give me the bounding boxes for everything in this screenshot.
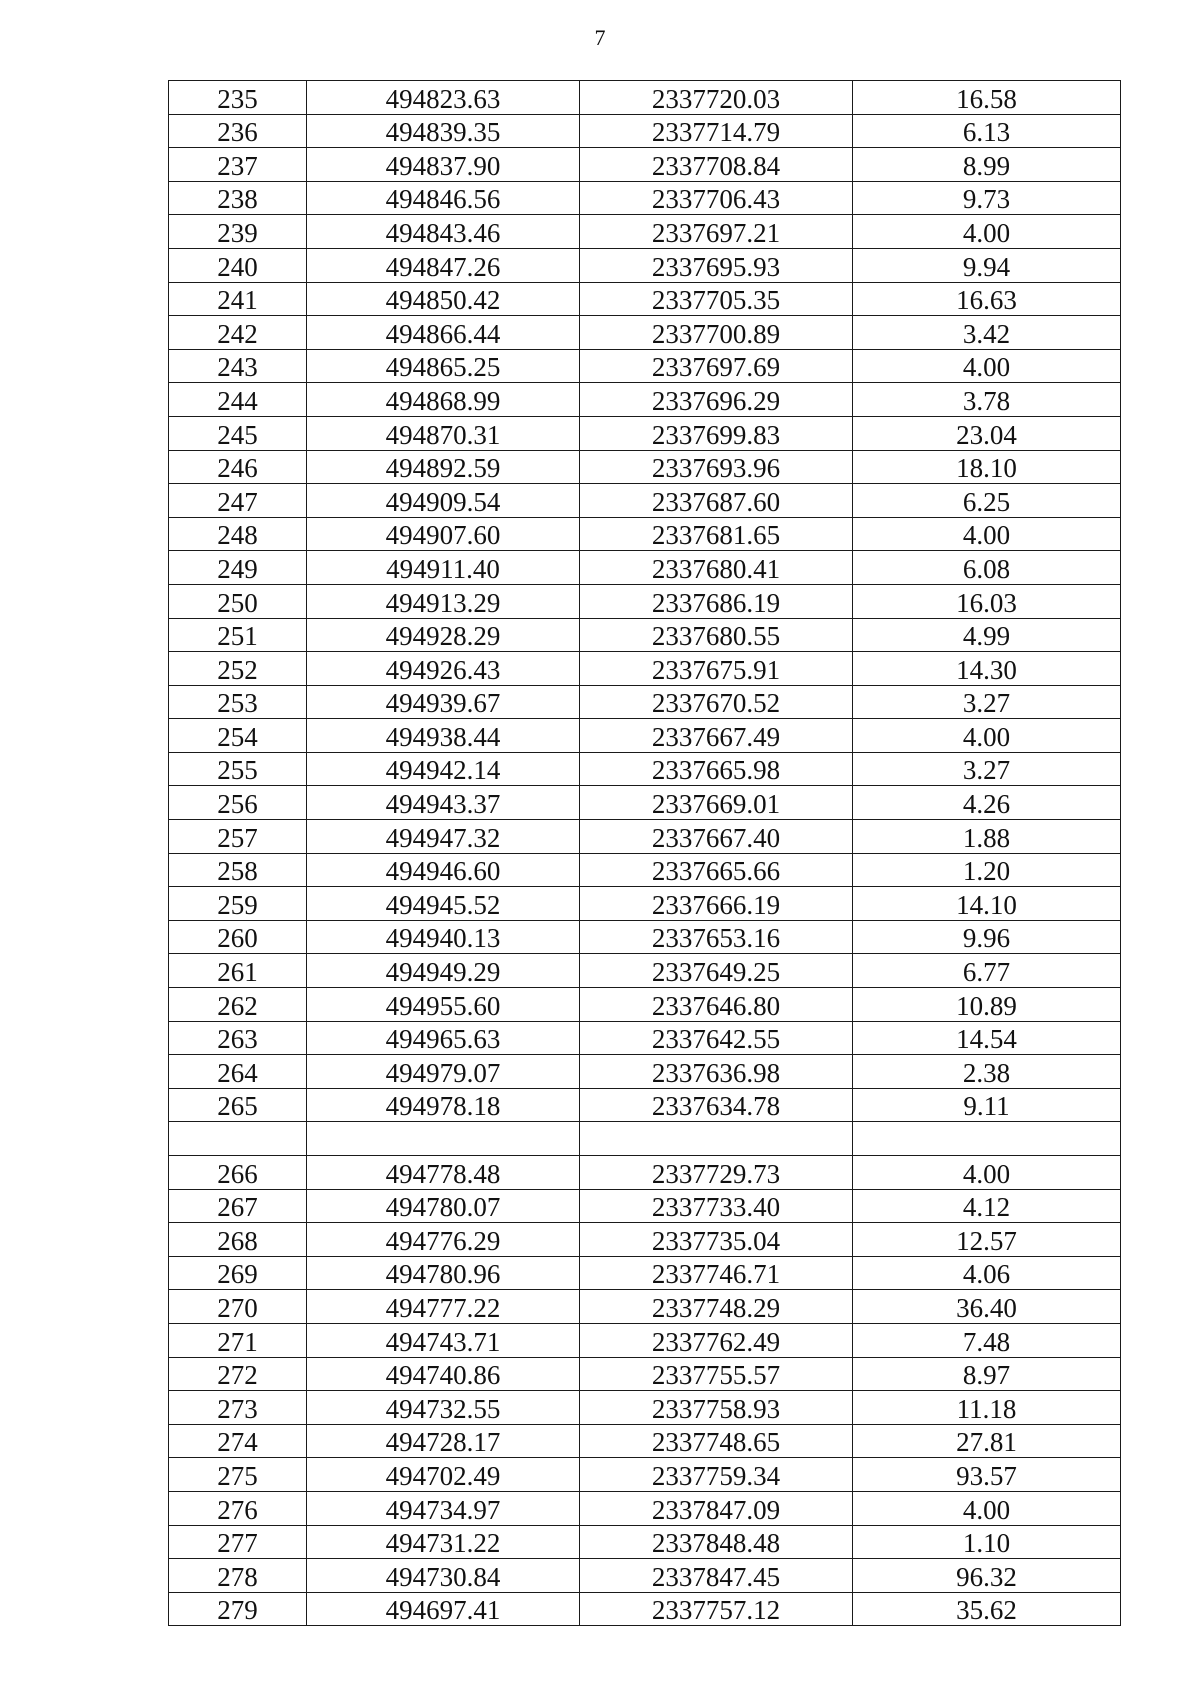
- y-coordinate-cell: 2337667.49: [580, 719, 853, 753]
- table-row: [169, 1256, 1121, 1290]
- y-coordinate-cell: 2337649.25: [580, 954, 853, 988]
- point-number-cell: 256: [169, 786, 307, 820]
- distance-cell: 4.00: [853, 349, 1121, 383]
- x-coordinate-cell: 494732.55: [307, 1391, 580, 1425]
- x-coordinate-cell: 494949.29: [307, 954, 580, 988]
- distance-cell: 36.40: [853, 1290, 1121, 1324]
- point-number-cell: 277: [169, 1525, 307, 1559]
- y-coordinate-cell: 2337847.45: [580, 1559, 853, 1593]
- page-number: 7: [594, 25, 606, 50]
- distance-cell: 35.62: [853, 1592, 1121, 1626]
- y-coordinate-cell: 2337646.80: [580, 988, 853, 1022]
- distance-cell: 14.30: [853, 652, 1121, 686]
- table-row: [169, 920, 1121, 954]
- x-coordinate-cell: 494940.13: [307, 920, 580, 954]
- table-row: [169, 148, 1121, 182]
- point-number-cell: 247: [169, 484, 307, 518]
- x-coordinate-cell: 494843.46: [307, 215, 580, 249]
- y-coordinate-cell: [580, 1122, 853, 1156]
- distance-cell: 4.26: [853, 786, 1121, 820]
- distance-cell: 11.18: [853, 1391, 1121, 1425]
- point-number-cell: 239: [169, 215, 307, 249]
- distance-cell: 12.57: [853, 1223, 1121, 1257]
- distance-cell: 23.04: [853, 416, 1121, 450]
- table-row: [169, 1357, 1121, 1391]
- y-coordinate-cell: 2337634.78: [580, 1088, 853, 1122]
- distance-cell: 2.38: [853, 1055, 1121, 1089]
- y-coordinate-cell: 2337748.29: [580, 1290, 853, 1324]
- x-coordinate-cell: 494743.71: [307, 1323, 580, 1357]
- distance-cell: 4.06: [853, 1256, 1121, 1290]
- x-coordinate-cell: 494776.29: [307, 1223, 580, 1257]
- table-row: [169, 1055, 1121, 1089]
- point-number-cell: 245: [169, 416, 307, 450]
- x-coordinate-cell: 494728.17: [307, 1424, 580, 1458]
- distance-cell: 7.48: [853, 1323, 1121, 1357]
- point-number-cell: 235: [169, 81, 307, 115]
- x-coordinate-cell: 494778.48: [307, 1156, 580, 1190]
- x-coordinate-cell: 494911.40: [307, 551, 580, 585]
- point-number-cell: 274: [169, 1424, 307, 1458]
- x-coordinate-cell: 494913.29: [307, 584, 580, 618]
- x-coordinate-cell: 494979.07: [307, 1055, 580, 1089]
- y-coordinate-cell: 2337642.55: [580, 1021, 853, 1055]
- y-coordinate-cell: 2337708.84: [580, 148, 853, 182]
- distance-cell: 1.10: [853, 1525, 1121, 1559]
- table-row: [169, 1525, 1121, 1559]
- y-coordinate-cell: 2337729.73: [580, 1156, 853, 1190]
- y-coordinate-cell: 2337758.93: [580, 1391, 853, 1425]
- x-coordinate-cell: 494702.49: [307, 1458, 580, 1492]
- distance-cell: 10.89: [853, 988, 1121, 1022]
- point-number-cell: 246: [169, 450, 307, 484]
- x-coordinate-cell: 494866.44: [307, 316, 580, 350]
- y-coordinate-cell: 2337697.21: [580, 215, 853, 249]
- table-row: [169, 954, 1121, 988]
- distance-cell: 9.11: [853, 1088, 1121, 1122]
- distance-cell: 4.00: [853, 1156, 1121, 1190]
- distance-cell: 96.32: [853, 1559, 1121, 1593]
- y-coordinate-cell: 2337667.40: [580, 820, 853, 854]
- y-coordinate-cell: 2337686.19: [580, 584, 853, 618]
- distance-cell: 3.27: [853, 752, 1121, 786]
- point-number-cell: 254: [169, 719, 307, 753]
- point-number-cell: 264: [169, 1055, 307, 1089]
- x-coordinate-cell: 494928.29: [307, 618, 580, 652]
- table-row: [169, 584, 1121, 618]
- y-coordinate-cell: 2337670.52: [580, 685, 853, 719]
- x-coordinate-cell: 494907.60: [307, 517, 580, 551]
- distance-cell: 4.99: [853, 618, 1121, 652]
- x-coordinate-cell: 494870.31: [307, 416, 580, 450]
- distance-cell: 3.27: [853, 685, 1121, 719]
- y-coordinate-cell: 2337706.43: [580, 181, 853, 215]
- point-number-cell: 252: [169, 652, 307, 686]
- table-body: [169, 81, 1121, 1626]
- table-row: [169, 1021, 1121, 1055]
- distance-cell: 9.73: [853, 181, 1121, 215]
- y-coordinate-cell: 2337705.35: [580, 282, 853, 316]
- x-coordinate-cell: 494955.60: [307, 988, 580, 1022]
- table-row: [169, 416, 1121, 450]
- x-coordinate-cell: 494846.56: [307, 181, 580, 215]
- x-coordinate-cell: 494740.86: [307, 1357, 580, 1391]
- table-row: [169, 685, 1121, 719]
- table-row: [169, 181, 1121, 215]
- x-coordinate-cell: 494946.60: [307, 853, 580, 887]
- table-row: [169, 1491, 1121, 1525]
- table-row: [169, 517, 1121, 551]
- x-coordinate-cell: 494823.63: [307, 81, 580, 115]
- distance-cell: 4.12: [853, 1189, 1121, 1223]
- y-coordinate-cell: 2337665.98: [580, 752, 853, 786]
- point-number-cell: [169, 1122, 307, 1156]
- distance-cell: 3.42: [853, 316, 1121, 350]
- table-row: [169, 1592, 1121, 1626]
- distance-cell: 6.08: [853, 551, 1121, 585]
- point-number-cell: 242: [169, 316, 307, 350]
- x-coordinate-cell: 494734.97: [307, 1491, 580, 1525]
- y-coordinate-cell: 2337695.93: [580, 248, 853, 282]
- table-row: [169, 248, 1121, 282]
- distance-cell: 6.77: [853, 954, 1121, 988]
- table-row: [169, 1458, 1121, 1492]
- x-coordinate-cell: 494850.42: [307, 282, 580, 316]
- point-number-cell: 253: [169, 685, 307, 719]
- y-coordinate-cell: 2337714.79: [580, 114, 853, 148]
- y-coordinate-cell: 2337675.91: [580, 652, 853, 686]
- table-row: [169, 786, 1121, 820]
- table-row: [169, 719, 1121, 753]
- distance-cell: 18.10: [853, 450, 1121, 484]
- distance-cell: 4.00: [853, 215, 1121, 249]
- x-coordinate-cell: 494780.96: [307, 1256, 580, 1290]
- distance-cell: 4.00: [853, 517, 1121, 551]
- point-number-cell: 278: [169, 1559, 307, 1593]
- table-row: [169, 215, 1121, 249]
- y-coordinate-cell: 2337687.60: [580, 484, 853, 518]
- y-coordinate-cell: 2337733.40: [580, 1189, 853, 1223]
- table-row: [169, 1156, 1121, 1190]
- table-row: [169, 853, 1121, 887]
- point-number-cell: 272: [169, 1357, 307, 1391]
- y-coordinate-cell: 2337762.49: [580, 1323, 853, 1357]
- x-coordinate-cell: 494947.32: [307, 820, 580, 854]
- point-number-cell: 237: [169, 148, 307, 182]
- table-row: [169, 1189, 1121, 1223]
- coordinate-table: [168, 80, 1121, 1626]
- table-row: [169, 1559, 1121, 1593]
- table-row: [169, 450, 1121, 484]
- y-coordinate-cell: 2337653.16: [580, 920, 853, 954]
- distance-cell: 4.00: [853, 1491, 1121, 1525]
- point-number-cell: 240: [169, 248, 307, 282]
- table-row: [169, 1424, 1121, 1458]
- table-row: [169, 887, 1121, 921]
- point-number-cell: 270: [169, 1290, 307, 1324]
- point-number-cell: 255: [169, 752, 307, 786]
- table-row: [169, 652, 1121, 686]
- x-coordinate-cell: 494847.26: [307, 248, 580, 282]
- point-number-cell: 265: [169, 1088, 307, 1122]
- x-coordinate-cell: 494965.63: [307, 1021, 580, 1055]
- point-number-cell: 243: [169, 349, 307, 383]
- x-coordinate-cell: 494892.59: [307, 450, 580, 484]
- point-number-cell: 251: [169, 618, 307, 652]
- y-coordinate-cell: 2337636.98: [580, 1055, 853, 1089]
- point-number-cell: 269: [169, 1256, 307, 1290]
- point-number-cell: 279: [169, 1592, 307, 1626]
- x-coordinate-cell: 494868.99: [307, 383, 580, 417]
- point-number-cell: 267: [169, 1189, 307, 1223]
- x-coordinate-cell: 494777.22: [307, 1290, 580, 1324]
- point-number-cell: 257: [169, 820, 307, 854]
- x-coordinate-cell: 494938.44: [307, 719, 580, 753]
- x-coordinate-cell: 494909.54: [307, 484, 580, 518]
- table-row: [169, 1223, 1121, 1257]
- distance-cell: 16.63: [853, 282, 1121, 316]
- distance-cell: 27.81: [853, 1424, 1121, 1458]
- distance-cell: 8.99: [853, 148, 1121, 182]
- distance-cell: 9.94: [853, 248, 1121, 282]
- table-row: [169, 1391, 1121, 1425]
- x-coordinate-cell: 494942.14: [307, 752, 580, 786]
- point-number-cell: 244: [169, 383, 307, 417]
- point-number-cell: 236: [169, 114, 307, 148]
- distance-cell: 8.97: [853, 1357, 1121, 1391]
- distance-cell: 1.20: [853, 853, 1121, 887]
- y-coordinate-cell: 2337748.65: [580, 1424, 853, 1458]
- distance-cell: [853, 1122, 1121, 1156]
- table-row: [169, 820, 1121, 854]
- point-number-cell: 241: [169, 282, 307, 316]
- distance-cell: 4.00: [853, 719, 1121, 753]
- y-coordinate-cell: 2337697.69: [580, 349, 853, 383]
- point-number-cell: 275: [169, 1458, 307, 1492]
- table-row: [169, 484, 1121, 518]
- point-number-cell: 263: [169, 1021, 307, 1055]
- table-row: [169, 383, 1121, 417]
- table-row: [169, 1323, 1121, 1357]
- point-number-cell: 261: [169, 954, 307, 988]
- table-row: [169, 551, 1121, 585]
- x-coordinate-cell: 494945.52: [307, 887, 580, 921]
- x-coordinate-cell: 494780.07: [307, 1189, 580, 1223]
- point-number-cell: 260: [169, 920, 307, 954]
- x-coordinate-cell: 494926.43: [307, 652, 580, 686]
- y-coordinate-cell: 2337669.01: [580, 786, 853, 820]
- table-row: [169, 988, 1121, 1022]
- point-number-cell: 259: [169, 887, 307, 921]
- table-row: [169, 1088, 1121, 1122]
- point-number-cell: 276: [169, 1491, 307, 1525]
- x-coordinate-cell: 494865.25: [307, 349, 580, 383]
- y-coordinate-cell: 2337700.89: [580, 316, 853, 350]
- x-coordinate-cell: 494697.41: [307, 1592, 580, 1626]
- y-coordinate-cell: 2337680.41: [580, 551, 853, 585]
- y-coordinate-cell: 2337847.09: [580, 1491, 853, 1525]
- point-number-cell: 250: [169, 584, 307, 618]
- distance-cell: 16.58: [853, 81, 1121, 115]
- point-number-cell: 262: [169, 988, 307, 1022]
- y-coordinate-cell: 2337757.12: [580, 1592, 853, 1626]
- y-coordinate-cell: 2337681.65: [580, 517, 853, 551]
- x-coordinate-cell: [307, 1122, 580, 1156]
- x-coordinate-cell: 494837.90: [307, 148, 580, 182]
- y-coordinate-cell: 2337666.19: [580, 887, 853, 921]
- y-coordinate-cell: 2337665.66: [580, 853, 853, 887]
- point-number-cell: 266: [169, 1156, 307, 1190]
- distance-cell: 6.25: [853, 484, 1121, 518]
- table-row: [169, 282, 1121, 316]
- distance-cell: 14.54: [853, 1021, 1121, 1055]
- y-coordinate-cell: 2337848.48: [580, 1525, 853, 1559]
- distance-cell: 14.10: [853, 887, 1121, 921]
- point-number-cell: 273: [169, 1391, 307, 1425]
- point-number-cell: 258: [169, 853, 307, 887]
- table-row: [169, 752, 1121, 786]
- y-coordinate-cell: 2337680.55: [580, 618, 853, 652]
- y-coordinate-cell: 2337693.96: [580, 450, 853, 484]
- y-coordinate-cell: 2337759.34: [580, 1458, 853, 1492]
- table-row: [169, 1122, 1121, 1156]
- y-coordinate-cell: 2337755.57: [580, 1357, 853, 1391]
- point-number-cell: 271: [169, 1323, 307, 1357]
- distance-cell: 93.57: [853, 1458, 1121, 1492]
- x-coordinate-cell: 494943.37: [307, 786, 580, 820]
- y-coordinate-cell: 2337735.04: [580, 1223, 853, 1257]
- distance-cell: 6.13: [853, 114, 1121, 148]
- table-row: [169, 81, 1121, 115]
- y-coordinate-cell: 2337746.71: [580, 1256, 853, 1290]
- table-row: [169, 114, 1121, 148]
- y-coordinate-cell: 2337720.03: [580, 81, 853, 115]
- distance-cell: 3.78: [853, 383, 1121, 417]
- y-coordinate-cell: 2337696.29: [580, 383, 853, 417]
- table-row: [169, 349, 1121, 383]
- x-coordinate-cell: 494839.35: [307, 114, 580, 148]
- x-coordinate-cell: 494730.84: [307, 1559, 580, 1593]
- point-number-cell: 249: [169, 551, 307, 585]
- point-number-cell: 268: [169, 1223, 307, 1257]
- x-coordinate-cell: 494731.22: [307, 1525, 580, 1559]
- x-coordinate-cell: 494939.67: [307, 685, 580, 719]
- distance-cell: 1.88: [853, 820, 1121, 854]
- distance-cell: 16.03: [853, 584, 1121, 618]
- table-row: [169, 618, 1121, 652]
- point-number-cell: 238: [169, 181, 307, 215]
- table-row: [169, 1290, 1121, 1324]
- table-row: [169, 316, 1121, 350]
- distance-cell: 9.96: [853, 920, 1121, 954]
- x-coordinate-cell: 494978.18: [307, 1088, 580, 1122]
- y-coordinate-cell: 2337699.83: [580, 416, 853, 450]
- point-number-cell: 248: [169, 517, 307, 551]
